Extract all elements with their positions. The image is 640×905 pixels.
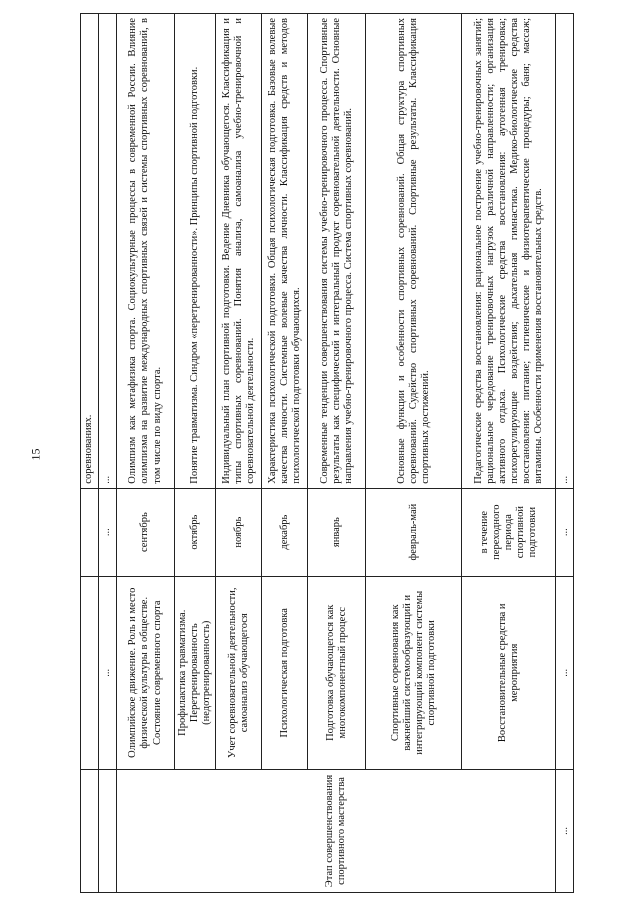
page-number: 15 (28, 448, 43, 461)
table-row (81, 13, 99, 892)
topic-cell: ... (556, 576, 574, 769)
content-cell: Современные тенденции совершенствования системы учебно-тренировочного процесса. Спортивные результаты как специфический и интегральный продукт соревновательной деятельности. Основные направления учебно-тренировочного процесса. Система спортивных соревнований. (308, 13, 366, 488)
content-cell: Основные функции и особенности спортивных соревнований. Общая структура спортивных соревнований. Судейство спортивных соревнований. Спортивные результаты. Классификация спортивных достижений. (366, 13, 462, 488)
content-cell: ... (99, 13, 117, 488)
table-row (117, 13, 175, 892)
stage-cell: ... (556, 769, 574, 892)
document-sheet (80, 13, 570, 893)
table-row (462, 13, 556, 892)
topic-cell: Восстановительные средства и мероприятия (462, 576, 556, 769)
period-cell: ... (556, 488, 574, 576)
table-row (262, 13, 308, 892)
content-cell: Понятие травматизма. Синдром «перетренированности». Принципы спортивной подготовки. (175, 13, 216, 488)
topic-cell: Профилактика травматизма. Перетренированность (недотренированность) (175, 576, 216, 769)
content-cell: ... (556, 13, 574, 488)
content-cell: Индивидуальный план спортивной подготовки. Ведение Дневника обучающегося. Классификация и типы спортивных соревнований. Понятия анализа, самоанализа учебно-тренировочной и соревновательной деятельности. (216, 13, 262, 488)
period-cell: январь (308, 488, 366, 576)
topic-cell: Олимпийское движение. Роль и место физической культуры в обществе. Состояние современного спорта (117, 576, 175, 769)
topic-cell: ... (99, 576, 117, 769)
topic-cell (81, 576, 99, 769)
topic-cell: Спортивные соревнования как важнейший системообразующий и интегрирующий компонент системы спортивной подготовки (366, 576, 462, 769)
table-row (99, 13, 117, 892)
content-cell: Педагогические средства восстановления: рациональное построение учебно-тренировочных занятий; рациональное чередование тренировочных нагрузок различной направленности; организация активного отдыха. Психологические средства восстановления: аутогенная тренировка; психорегулирующие воздействия; дыхательная гимнастика. Медико-биологические средства восстановления: питание; гигиенические и физиотерапевтические процедуры; баня; массаж; витамины. Особенности применения восстановительных средств. (462, 13, 556, 488)
topic-cell: Учет соревновательной деятельности, самоанализ обучающегося (216, 576, 262, 769)
curriculum-table (80, 13, 574, 893)
period-cell: в течение переходного периода спортивной подготовки (462, 488, 556, 576)
period-cell: ноябрь (216, 488, 262, 576)
topic-cell: Психологическая подготовка (262, 576, 308, 769)
content-cell: Характеристика психологической подготовки. Общая психологическая подготовка. Базовые волевые качества личности. Системные волевые качества личности. Классификация средств и методов психологической подготовки обучающихся. (262, 13, 308, 488)
content-cell: Олимпизм как метафизика спорта. Социокультурные процессы в современной России. Влияние олимпизма на развитие международных спортивных связей и системы спортивных соревнований, в том числе по виду спорта. (117, 13, 175, 488)
period-cell: октябрь (175, 488, 216, 576)
stage-cell: Этап совершенствования спортивного мастерства (117, 769, 556, 892)
table-row (216, 13, 262, 892)
table-row (556, 13, 574, 892)
period-cell: декабрь (262, 488, 308, 576)
topic-cell: Подготовка обучающегося как многокомпонентный процесс (308, 576, 366, 769)
period-cell: февраль-май (366, 488, 462, 576)
content-cell: соревнованиях. (81, 13, 99, 488)
period-cell (81, 488, 99, 576)
period-cell: сентябрь (117, 488, 175, 576)
stage-cell (99, 769, 117, 892)
table-row (308, 13, 366, 892)
table-row (175, 13, 216, 892)
stage-cell (81, 769, 99, 892)
table-row (366, 13, 462, 892)
period-cell: ... (99, 488, 117, 576)
